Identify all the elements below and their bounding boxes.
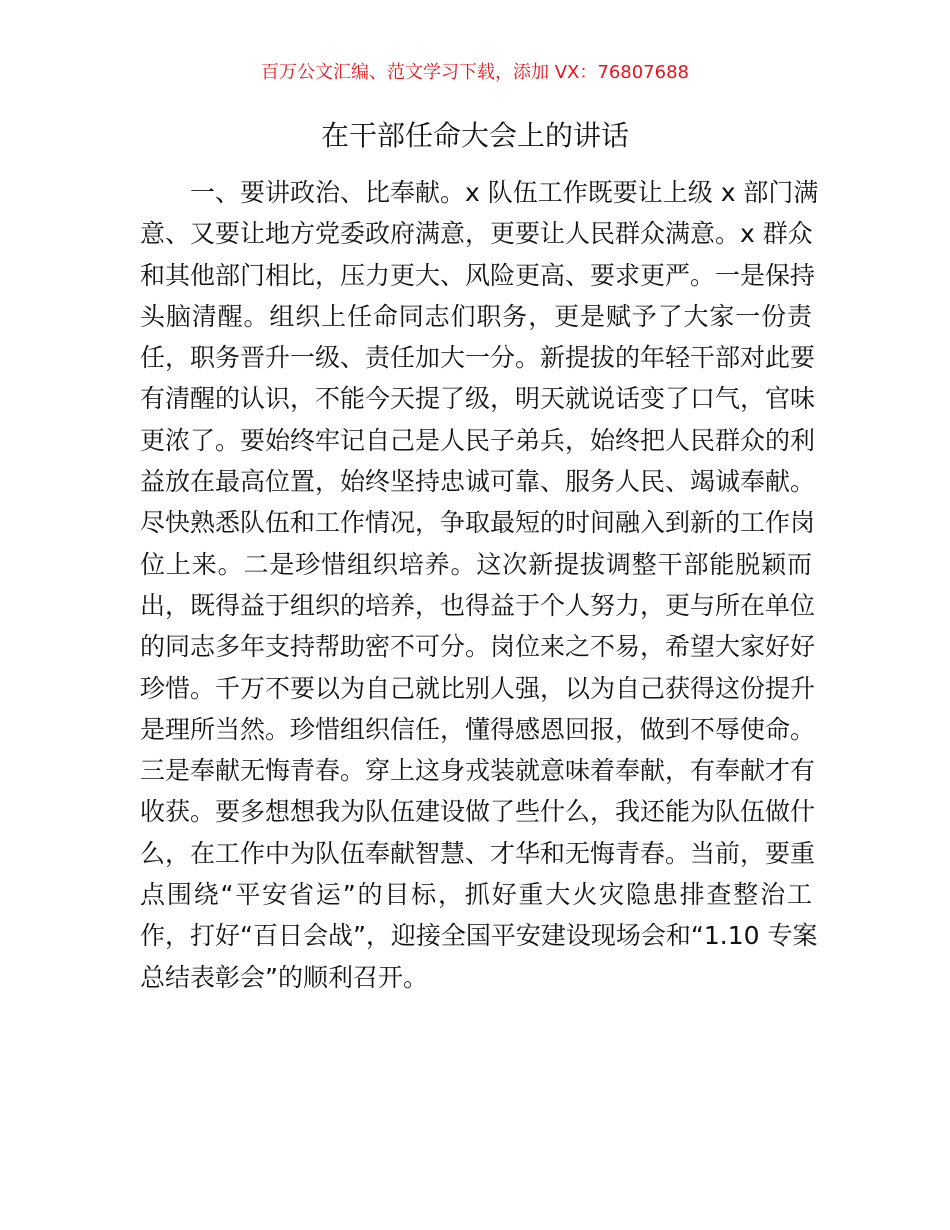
watermark-header: 百万公文汇编、范文学习下载，添加 VX：76807688	[261, 62, 689, 83]
paragraph-line: 珍惜。千万不要以为自己就比别人强，以为自己获得这份提升	[140, 673, 816, 703]
paragraph-line: 一、要讲政治、比奉献。x 队伍工作既要让上级 x 部门满	[140, 178, 819, 207]
paragraph-line: 意、又要让地方党委政府满意，更要让人民群众满意。x 群众	[140, 219, 813, 249]
paragraph-line: 位上来。二是珍惜组织培养。这次新提拔调整干部能脱颖而	[140, 549, 812, 579]
paragraph-line: 任，职务晋升一级、责任加大一分。新提拔的年轻干部对此要	[140, 343, 816, 373]
paragraph-line: 作，打好“百日会战”，迎接全国平安建设现场会和“1.10 专案	[140, 921, 818, 951]
paragraph-line: 更浓了。要始终牢记自己是人民子弟兵，始终把人民群众的利	[140, 425, 816, 455]
paragraph-line: 尽快熟悉队伍和工作情况，争取最短的时间融入到新的工作岗	[140, 508, 816, 538]
paragraph-line: 出，既得益于组织的培养，也得益于个人努力，更与所在单位	[140, 590, 816, 620]
paragraph-line: 么，在工作中为队伍奉献智慧、才华和无悔青春。当前，要重	[140, 838, 816, 868]
paragraph-line: 三是奉献无悔青春。穿上这身戎装就意味着奉献，有奉献才有	[140, 756, 816, 786]
paragraph-line: 是理所当然。珍惜组织信任，懂得感恩回报，做到不辱使命。	[140, 714, 816, 744]
document-title: 在干部任命大会上的讲话	[320, 119, 629, 152]
paragraph-line: 和其他部门相比，压力更大、风险更高、要求更严。一是保持	[140, 260, 816, 290]
paragraph-line: 益放在最高位置，始终坚持忠诚可靠、服务人民、竭诚奉献。	[140, 467, 816, 497]
paragraph-line: 的同志多年支持帮助密不可分。岗位来之不易，希望大家好好	[140, 632, 816, 662]
paragraph-line: 收获。要多想想我为队伍建设做了些什么，我还能为队伍做什	[140, 797, 816, 827]
document-body	[140, 172, 819, 998]
paragraph-line: 点围绕“平安省运”的目标，抓好重大火灾隐患排查整治工	[140, 880, 812, 910]
paragraph-line: 总结表彰会”的顺利召开。	[140, 962, 428, 992]
paragraph-line: 有清醒的认识，不能今天提了级，明天就说话变了口气，官味	[140, 384, 816, 414]
paragraph-line: 头脑清醒。组织上任命同志们职务，更是赋予了大家一份责	[140, 301, 812, 331]
